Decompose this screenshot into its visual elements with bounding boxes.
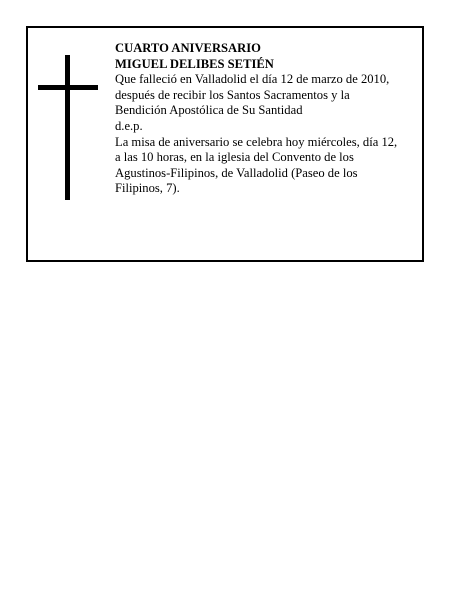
mass-line-2: a las 10 horas, en la iglesia del Convento de los [115, 150, 354, 165]
mass-line-3: Agustinos-Filipinos, de Valladolid (Paseo de los [115, 165, 358, 180]
obituary-notice [26, 26, 424, 262]
cross-horizontal-bar [38, 85, 98, 90]
death-line-3: Bendición Apostólica de Su Santidad [115, 103, 303, 118]
notice-text [115, 41, 425, 197]
deceased-name: MIGUEL DELIBES SETIÉN [115, 56, 274, 71]
latin-cross-icon [38, 55, 98, 200]
death-line-1: Que falleció en Valladolid el día 12 de marzo de 2010, [115, 72, 390, 87]
notice-heading: CUARTO ANIVERSARIO [115, 41, 261, 55]
death-line-2: después de recibir los Santos Sacramentos y la [115, 87, 350, 102]
cross-vertical-bar [65, 55, 70, 200]
mass-line-1: La misa de aniversario se celebra hoy miércoles, día 12, [115, 134, 398, 149]
mass-line-4: Filipinos, 7). [115, 181, 180, 196]
rip-abbreviation: d.e.p. [115, 118, 143, 133]
